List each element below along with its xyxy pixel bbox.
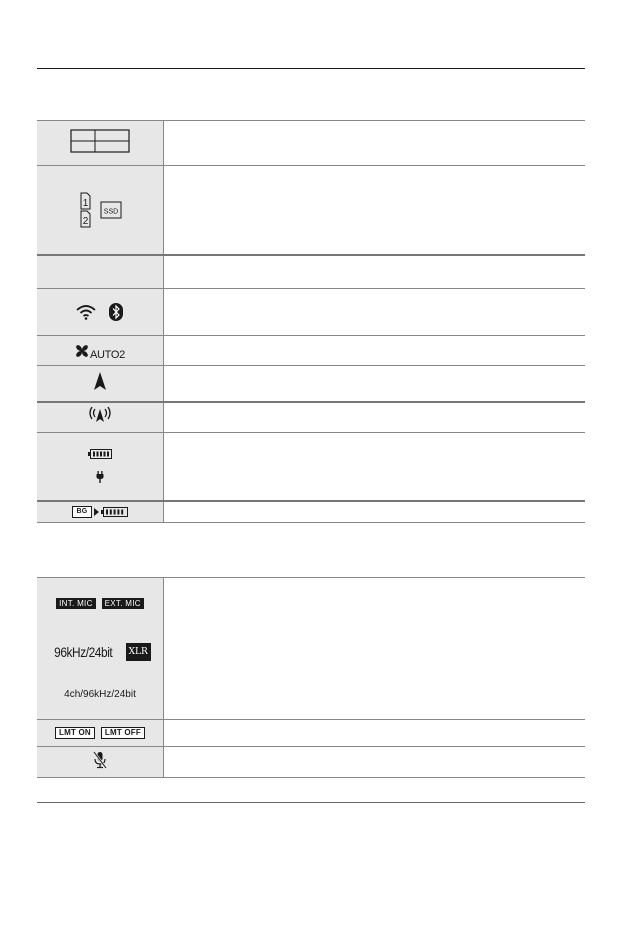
description-cell <box>164 433 586 501</box>
card-2-label: 2 <box>82 215 89 227</box>
battery-icon <box>88 449 112 459</box>
description-cell <box>164 747 586 778</box>
lmt-on-label: LMT ON <box>55 727 95 739</box>
table-row <box>37 336 585 366</box>
description-cell <box>164 501 586 523</box>
description-cell <box>164 121 586 166</box>
battery-grip-icon <box>94 507 128 517</box>
icon-cell <box>37 366 164 402</box>
description-cell <box>164 289 586 336</box>
fan-mode-label: AUTO2 <box>90 348 125 361</box>
description-cell <box>164 255 586 289</box>
icon-cell <box>37 720 164 747</box>
footer-rule <box>37 802 585 803</box>
table-row <box>37 720 585 747</box>
table-row <box>37 289 585 336</box>
gps-signal-icon <box>87 405 113 425</box>
icon-cell <box>37 255 164 289</box>
card-1-label: 1 <box>82 197 89 209</box>
table-row <box>37 255 585 289</box>
icon-cell <box>37 166 164 255</box>
table-row <box>37 402 585 433</box>
description-cell <box>164 366 586 402</box>
header-rule <box>37 68 585 69</box>
description-cell <box>164 166 586 255</box>
xlr-label: XLR <box>126 643 151 661</box>
icon-cell <box>37 289 164 336</box>
table-row <box>37 501 585 523</box>
icon-cell <box>37 121 164 166</box>
table-row <box>37 121 585 166</box>
frame-guide-icon <box>70 129 130 153</box>
icon-cell <box>37 747 164 778</box>
ext-mic-label: EXT. MIC <box>102 598 144 609</box>
table-row <box>37 747 585 778</box>
fan-icon <box>75 344 89 358</box>
audio-format-4ch-label: 4ch/96kHz/24bit <box>64 688 136 700</box>
power-plug-icon <box>96 471 104 483</box>
card-slot-icon <box>78 192 92 228</box>
description-cell <box>164 720 586 747</box>
icon-cell <box>37 501 164 523</box>
wifi-icon <box>76 304 96 320</box>
description-cell <box>164 402 586 433</box>
icon-cell <box>37 578 164 720</box>
table-row <box>37 166 585 255</box>
description-cell <box>164 336 586 366</box>
audio-format-label: 96kHz/24bit <box>54 643 113 660</box>
mic-muted-icon <box>93 751 107 769</box>
icon-cell <box>37 433 164 501</box>
icon-cell <box>37 402 164 433</box>
int-mic-label: INT. MIC <box>56 598 96 609</box>
table-row <box>37 366 585 402</box>
ssd-label: SSD <box>103 208 119 216</box>
icon-cell <box>37 336 164 366</box>
table-row <box>37 578 585 720</box>
ssd-icon <box>100 201 122 219</box>
lmt-off-label: LMT OFF <box>101 727 145 739</box>
icon-table-1 <box>37 120 585 523</box>
bluetooth-icon <box>108 302 124 322</box>
battery-grip-label: BG <box>72 506 93 518</box>
table-row <box>37 433 585 501</box>
description-cell <box>164 578 586 720</box>
gps-icon <box>93 371 107 391</box>
icon-table-2 <box>37 577 585 778</box>
